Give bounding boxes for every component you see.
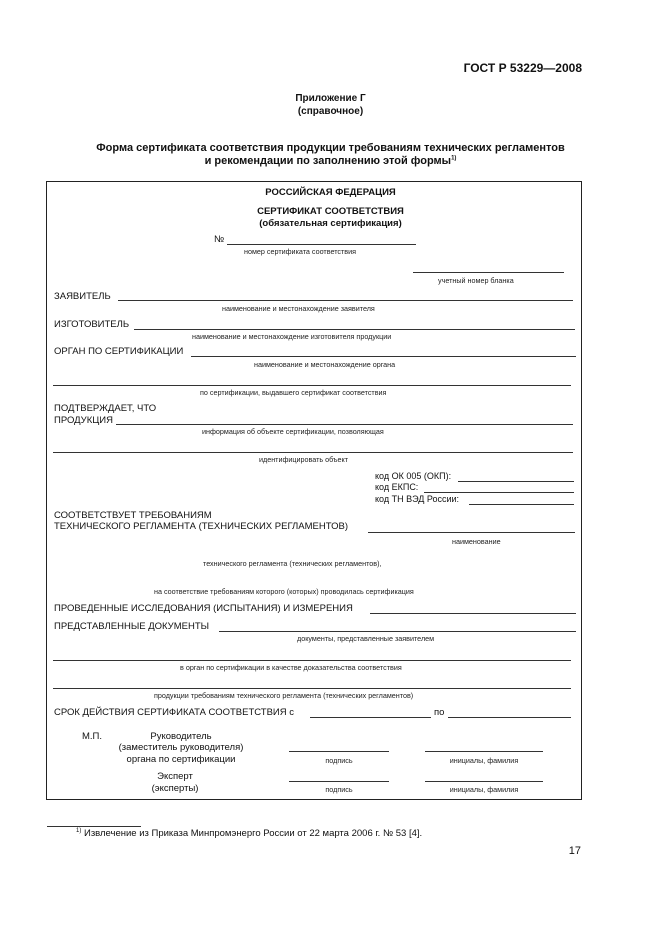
country-label: РОССИЙСКАЯ ФЕДЕРАЦИЯ: [265, 187, 396, 198]
seal-label: М.П.: [82, 731, 103, 742]
applicant-label: ЗАЯВИТЕЛЬ: [54, 291, 111, 302]
appendix-subtitle: (справочное): [297, 106, 364, 117]
docs-field-2[interactable]: [53, 660, 571, 661]
manufacturer-field[interactable]: [134, 329, 575, 330]
number-hint: номер сертификата соответствия: [244, 247, 357, 256]
cert-body-hint-2: по сертификации, выдавшего сертификат соответствия: [200, 388, 387, 397]
tech-reg-hint: технического регламента (технических регламентов),: [203, 559, 382, 568]
docs-label: ПРЕДСТАВЛЕННЫЕ ДОКУМЕНТЫ: [54, 621, 210, 632]
docs-hint: документы, представленные заявителем: [297, 634, 435, 643]
footnote-number: 1): [76, 828, 82, 834]
head-signature-hint: подпись: [325, 756, 353, 765]
confirms-label: ПОДТВЕРЖДАЕТ, ЧТО: [54, 403, 157, 414]
head-label-1: Руководитель: [150, 731, 212, 742]
validity-to-field[interactable]: [448, 717, 571, 718]
cert-body-field-2[interactable]: [53, 385, 571, 386]
tech-reg-hint-2: на соответствие требованиям которого (которых) проводилась сертификация: [154, 587, 414, 596]
expert-label-1: Эксперт: [157, 771, 193, 782]
research-field[interactable]: [370, 613, 576, 614]
head-label-2: (заместитель руководителя): [118, 742, 244, 753]
footnote-mark: 1): [451, 155, 457, 162]
complies-label: СООТВЕТСТВУЕТ ТРЕБОВАНИЯМ: [54, 510, 212, 521]
cert-number-field[interactable]: [227, 244, 416, 245]
head-label-3: органа по сертификации: [126, 754, 236, 765]
product-field[interactable]: [116, 424, 573, 425]
cert-body-hint: наименование и местонахождение органа: [254, 360, 396, 369]
blank-hint: учетный номер бланка: [438, 276, 514, 285]
appendix-title: Приложение Г: [295, 93, 366, 104]
footnote-text: Извлечение из Приказа Минпромэнерго России от 22 марта 2006 г. № 53 [4].: [83, 828, 423, 840]
product-hint: информация об объекте сертификации, позволяющая: [202, 427, 384, 436]
expert-initials-hint: инициалы, фамилия: [449, 785, 519, 794]
docs-hint-2: в орган по сертификации в качестве доказательства соответствия: [180, 663, 402, 672]
validity-label: СРОК ДЕЙСТВИЯ СЕРТИФИКАТА СООТВЕТСТВИЯ с: [54, 707, 295, 718]
expert-signature-field[interactable]: [289, 781, 389, 782]
footnote: [76, 828, 422, 839]
tech-reg-field[interactable]: [368, 532, 575, 533]
expert-initials-field[interactable]: [425, 781, 543, 782]
ekps-label: код ЕКПС:: [375, 482, 419, 492]
okp-label: код ОК 005 (ОКП):: [375, 471, 452, 481]
standard-number: ГОСТ Р 53229—2008: [463, 61, 582, 75]
applicant-field[interactable]: [118, 300, 573, 301]
cert-body-field[interactable]: [191, 356, 576, 357]
okp-field[interactable]: [458, 481, 574, 482]
manufacturer-label: ИЗГОТОВИТЕЛЬ: [54, 319, 130, 330]
tnved-label: код ТН ВЭД России:: [375, 494, 460, 504]
cert-title: СЕРТИФИКАТ СООТВЕТСТВИЯ: [257, 206, 404, 217]
applicant-hint: наименование и местонахождение заявителя: [222, 304, 375, 313]
footnote-divider: [47, 826, 141, 827]
tnved-field[interactable]: [469, 504, 574, 505]
product-hint-2: идентифицировать объект: [259, 455, 349, 464]
head-signature-field[interactable]: [289, 751, 389, 752]
head-initials-field[interactable]: [425, 751, 543, 752]
cert-body-label: ОРГАН ПО СЕРТИФИКАЦИИ: [54, 346, 184, 357]
research-label: ПРОВЕДЕННЫЕ ИССЛЕДОВАНИЯ (ИСПЫТАНИЯ) И ИЗМЕРЕНИЯ: [54, 603, 353, 614]
doc-title-line1: Форма сертификата соответствия продукции требованиям технических регламентов: [96, 142, 565, 154]
validity-to-label: по: [434, 707, 445, 718]
tech-reg-label: ТЕХНИЧЕСКОГО РЕГЛАМЕНТА (ТЕХНИЧЕСКИХ РЕГЛАМЕНТОВ): [54, 521, 349, 532]
expert-label-2: (эксперты): [151, 783, 199, 794]
validity-from-field[interactable]: [310, 717, 431, 718]
docs-field[interactable]: [219, 631, 576, 632]
docs-field-3[interactable]: [53, 688, 571, 689]
name-hint: наименование: [452, 537, 501, 546]
blank-number-field[interactable]: [413, 272, 564, 273]
page-number: 17: [568, 845, 581, 857]
expert-signature-hint: подпись: [325, 785, 353, 794]
manufacturer-hint: наименование и местонахождение изготовителя продукции: [192, 332, 392, 341]
docs-hint-3: продукции требованиям технического регламента (технических регламентов): [154, 691, 414, 700]
number-sign: №: [214, 234, 225, 245]
product-field-2[interactable]: [53, 452, 573, 453]
head-initials-hint: инициалы, фамилия: [449, 756, 519, 765]
cert-subtitle: (обязательная сертификация): [259, 218, 402, 229]
product-label: ПРОДУКЦИЯ: [54, 415, 113, 426]
ekps-field[interactable]: [424, 492, 574, 493]
doc-title-line2: и рекомендации по заполнению этой формы$^{1)}$: [204, 155, 457, 167]
